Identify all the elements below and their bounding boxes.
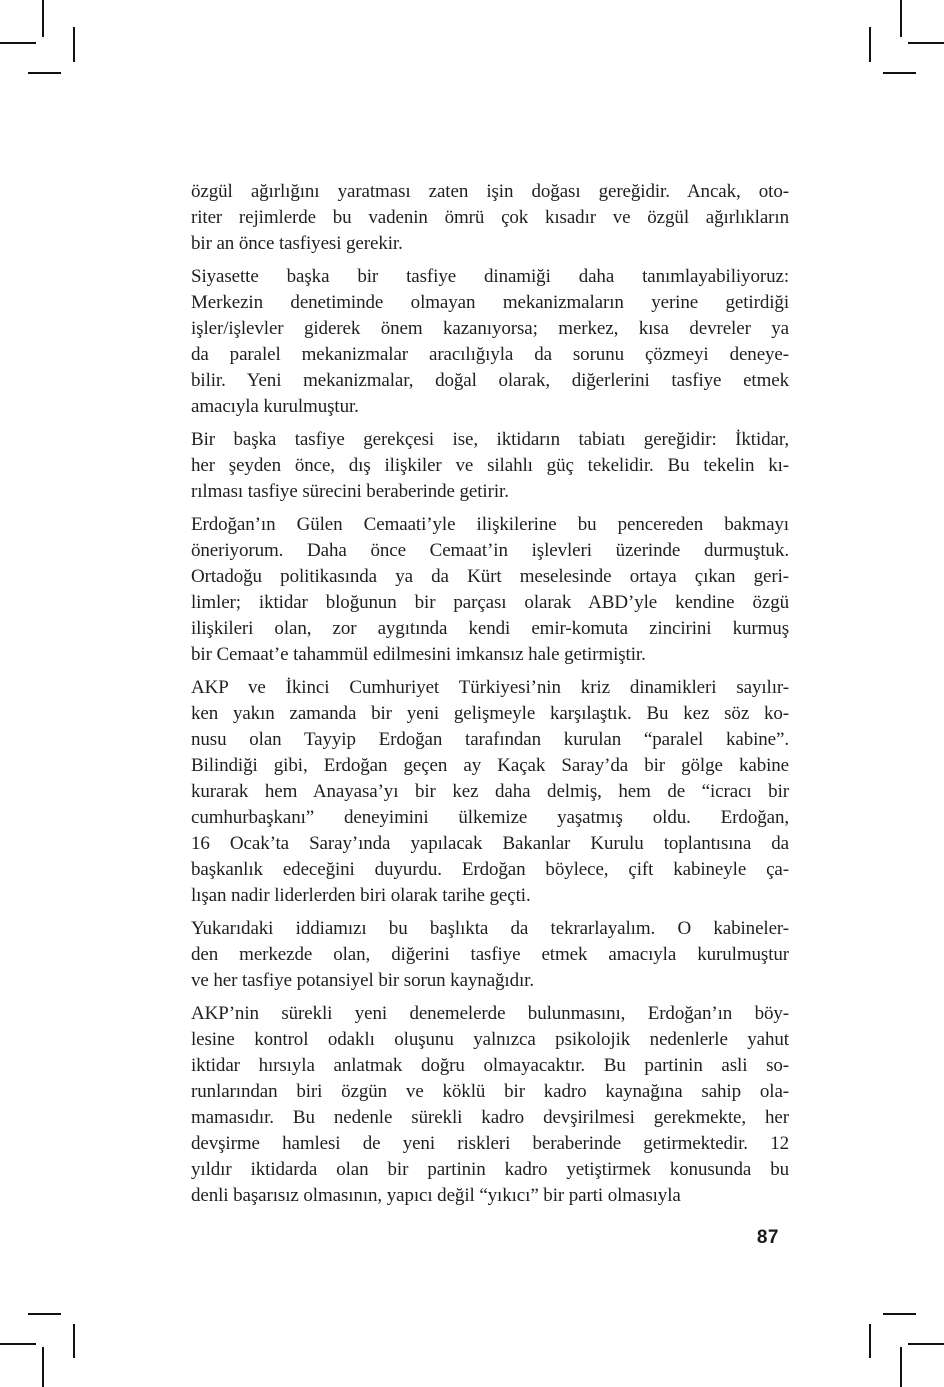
- paragraph: [191, 512, 789, 668]
- paragraph: [191, 1001, 789, 1209]
- paragraph: [191, 264, 789, 420]
- text-line: iktidar hırsıyla anlatmak doğru olmayacaktır. Bu partinin asli so-: [191, 1055, 789, 1076]
- text-line: cumhurbaşkanı” deneyimini ülkemize yaşatmış oldu. Erdoğan,: [191, 807, 789, 828]
- text-line: Siyasette başka bir tasfiye dinamiği daha tanımlayabiliyoruz:: [191, 266, 789, 287]
- text-line: runlarından biri özgün ve köklü bir kadro kaynağına sahip ola-: [191, 1081, 789, 1102]
- text-line: Yukarıdaki iddiamızı bu başlıkta da tekrarlayalım. O kabineler-: [191, 918, 789, 939]
- text-line: Merkezin denetiminde olmayan mekanizmaların yerine getirdiği: [191, 292, 789, 313]
- text-line: rılması tasfiye sürecini beraberinde getirir.: [191, 481, 509, 502]
- paragraph: [191, 675, 789, 909]
- crop-mark-inner-top-right-horizontal: [883, 72, 916, 74]
- text-line: da paralel mekanizmalar aracılığıyla da sorunu çözmeyi deneye-: [191, 344, 789, 365]
- text-line: özgül ağırlığını yaratması zaten işin doğası gereğidir. Ancak, oto-: [191, 181, 789, 202]
- text-line: lesine kontrol odaklı oluşunu yalnızca psikolojik nedenlerle yahut: [191, 1029, 789, 1050]
- text-line: bir Cemaat’e tahammül edilmesini imkansız hale getirmiştir.: [191, 644, 646, 665]
- text-line: başkanlık edeceğini duyurdu. Erdoğan böylece, çift kabineyle ça-: [191, 859, 789, 880]
- text-line: öneriyorum. Daha önce Cemaat’in işlevleri üzerinde durmuştuk.: [191, 540, 789, 561]
- crop-mark-inner-top-left-vertical: [73, 27, 75, 62]
- text-line: AKP’nin sürekli yeni denemelerde bulunmasını, Erdoğan’ın böy-: [191, 1003, 789, 1024]
- text-line: amacıyla kurulmuştur.: [191, 396, 359, 417]
- text-line: Bilindiği gibi, Erdoğan geçen ay Kaçak Saray’da bir gölge kabine: [191, 755, 789, 776]
- crop-mark-inner-bottom-right-horizontal: [883, 1313, 916, 1315]
- text-line: riter rejimlerde bu vadenin ömrü çok kısadır ve özgül ağırlıkların: [191, 207, 789, 228]
- text-line: Ortadoğu politikasında ya da Kürt meselesinde ortaya çıkan geri-: [191, 566, 789, 587]
- crop-mark-inner-top-right-vertical: [869, 27, 871, 62]
- paragraph: [191, 427, 789, 505]
- text-line: AKP ve İkinci Cumhuriyet Türkiyesi’nin kriz dinamikleri sayılır-: [191, 677, 789, 698]
- text-line: ilişkileri olan, zor aygıtında kendi emir-komuta zincirini kurmuş: [191, 618, 789, 639]
- text-line: mamasıdır. Bu nedenle sürekli kadro devşirilmesi gerekmekte, her: [191, 1107, 789, 1128]
- crop-mark-bottom-left-vertical: [42, 1347, 44, 1387]
- crop-mark-top-right-vertical: [900, 0, 902, 37]
- text-line: devşirme hamlesi de yeni riskleri beraberinde getirmektedir. 12: [191, 1133, 789, 1154]
- text-line: yıldır iktidarda olan bir partinin kadro yetiştirmek konusunda bu: [191, 1159, 789, 1180]
- crop-mark-bottom-right-vertical: [900, 1347, 902, 1387]
- text-line: işler/işlevler giderek önem kazanıyorsa; merkez, kısa devreler ya: [191, 318, 789, 339]
- text-line: limler; iktidar bloğunun bir parçası olarak ABD’yle kendine özgü: [191, 592, 789, 613]
- crop-mark-top-left-vertical: [42, 0, 44, 37]
- text-line: 16 Ocak’ta Saray’ında yapılacak Bakanlar Kurulu toplantısına da: [191, 833, 789, 854]
- crop-mark-inner-bottom-left-horizontal: [28, 1313, 61, 1315]
- text-line: den merkezde olan, diğerini tasfiye etmek amacıyla kurulmuştur: [191, 944, 789, 965]
- crop-mark-top-right-horizontal: [908, 42, 944, 44]
- text-line: bir an önce tasfiyesi gerekir.: [191, 233, 403, 254]
- paragraph: [191, 916, 789, 994]
- text-line: denli başarısız olmasının, yapıcı değil “yıkıcı” bir parti olmasıyla: [191, 1185, 681, 1206]
- page-number: 87: [756, 1227, 779, 1248]
- crop-mark-inner-bottom-right-vertical: [869, 1324, 871, 1358]
- crop-mark-bottom-right-horizontal: [908, 1343, 944, 1345]
- text-line: kurarak hem Anayasa’yı bir kez daha delmiş, hem de “icracı bir: [191, 781, 789, 802]
- crop-mark-top-left-horizontal: [0, 42, 36, 44]
- text-line: lışan nadir liderlerden biri olarak tarihe geçti.: [191, 885, 531, 906]
- text-line: Bir başka tasfiye gerekçesi ise, iktidarın tabiatı gereğidir: İktidar,: [191, 429, 789, 450]
- crop-mark-inner-top-left-horizontal: [28, 72, 61, 74]
- crop-mark-bottom-left-horizontal: [0, 1343, 36, 1345]
- text-line: ve her tasfiye potansiyel bir sorun kaynağıdır.: [191, 970, 535, 991]
- text-line: Erdoğan’ın Gülen Cemaati’yle ilişkilerine bu pencereden bakmayı: [191, 514, 789, 535]
- text-line: bilir. Yeni mekanizmalar, doğal olarak, diğerlerini tasfiye etmek: [191, 370, 789, 391]
- text-line: ken yakın zamanda bir yeni gelişmeyle karşılaştık. Bu kez söz ko-: [191, 703, 789, 724]
- paragraph: [191, 179, 789, 257]
- crop-mark-inner-bottom-left-vertical: [73, 1324, 75, 1358]
- text-line: her şeyden önce, dış ilişkiler ve silahlı güç tekelidir. Bu tekelin kı-: [191, 455, 789, 476]
- text-block: [191, 179, 789, 1216]
- text-line: nusu olan Tayyip Erdoğan tarafından kurulan “paralel kabine”.: [191, 729, 789, 750]
